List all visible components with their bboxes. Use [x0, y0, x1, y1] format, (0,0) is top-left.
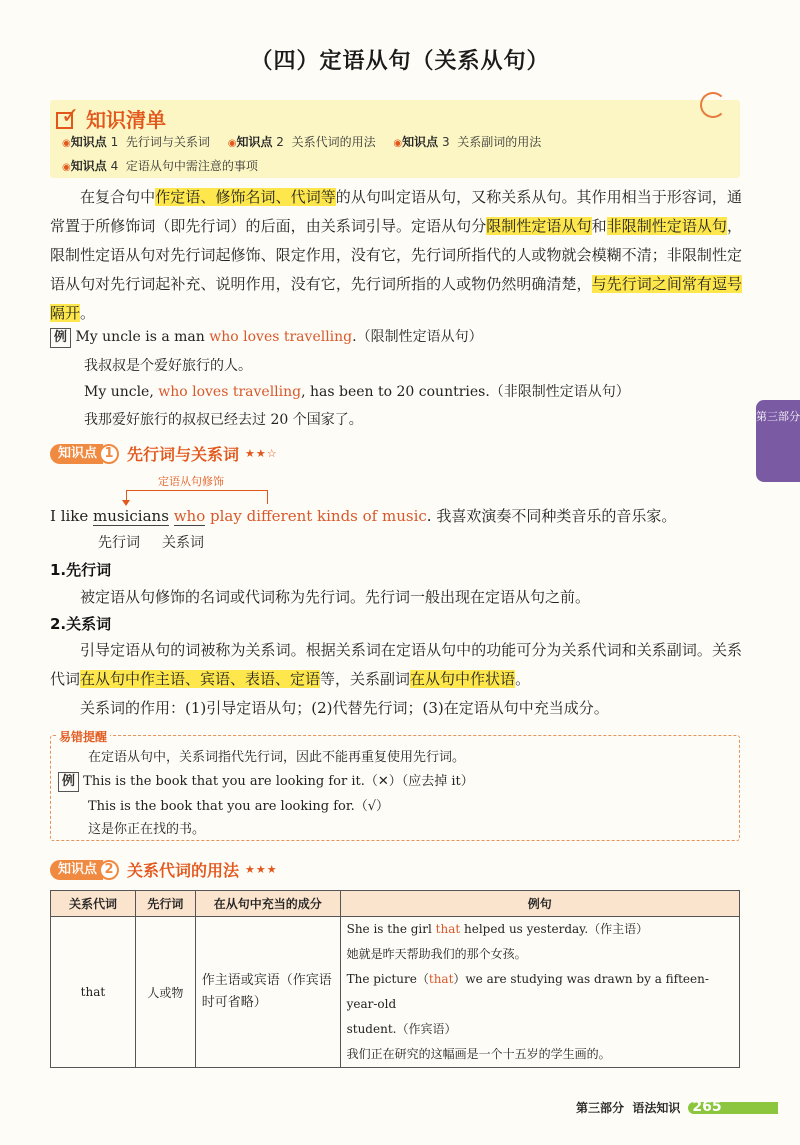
table-header: 例句: [340, 891, 739, 917]
page-footer: [576, 1099, 778, 1116]
kp-pill: 知识点: [50, 444, 103, 464]
checkbox-icon: ✓: [56, 108, 82, 130]
label-antecedent: 先行词: [98, 535, 140, 551]
kp-title: 关系代词的用法: [127, 861, 240, 880]
example-tag: 例: [58, 772, 79, 792]
antecedent-definition: 被定语从句修饰的名词或代词称为先行词。先行词一般出现在定语从句之前。: [80, 588, 591, 606]
example1-line4: 我那爱好旅行的叔叔已经去过 20 个国家了。: [84, 412, 363, 428]
relative-word: who: [173, 507, 206, 525]
label-relative: 关系词: [162, 535, 204, 551]
bracket-line: [126, 490, 268, 504]
example-line: The picture（that）we are studying was drawn by a fifteen-year-old: [346, 972, 709, 1011]
kp-title: 先行词与关系词: [127, 445, 240, 464]
table-header: 在从句中充当的成分: [195, 891, 340, 917]
knowledge-item[interactable]: ◉知识点 2 关系代词的用法: [227, 135, 376, 149]
example-line: 她就是昨天帮助我们的那个女孩。: [346, 947, 527, 961]
example-line: She is the girl that helped us yesterday.（作主语）: [346, 922, 649, 936]
kp1-example-sentence: I like musicians who play different kinds of music. 我喜欢演奏不同种类音乐的音乐家。: [50, 507, 677, 525]
kp1-heading: [50, 442, 278, 465]
tip-line4: 这是你正在找的书。: [88, 822, 206, 837]
relative-pronoun-table: [50, 890, 740, 1068]
bullet-icon: ◉: [62, 138, 71, 149]
table-cell-antecedent: 人或物: [135, 917, 195, 1068]
example-line: 我们正在研究的这幅画是一个十五岁的学生画的。: [346, 1047, 611, 1061]
subheading-antecedent: 1.先行词: [50, 561, 112, 579]
table-cell-examples: [340, 917, 739, 1068]
footer-section: 第三部分: [576, 1101, 625, 1115]
footer-subject: 语法知识: [632, 1101, 681, 1115]
kp-number: 2: [99, 860, 119, 880]
antecedent-word: musicians: [93, 507, 169, 525]
kp-number: 1: [99, 444, 119, 464]
star-rating-icon: ★★☆: [245, 447, 278, 460]
knowledge-item[interactable]: ◉知识点 1 先行词与关系词: [62, 135, 210, 149]
tip-line2: 例 This is the book that you are looking for it.（✕）（应去掉 it）: [58, 770, 474, 792]
knowledge-item[interactable]: ◉知识点 3 关系副词的用法: [393, 135, 542, 149]
kp2-heading: [50, 858, 278, 881]
tip-label: 易错提醒: [56, 728, 110, 745]
page-number-bar: [688, 1098, 778, 1115]
page-title: （四）定语从句（关系从句）: [250, 49, 550, 74]
bullet-icon: ◉: [227, 138, 237, 149]
knowledge-list-row-1: [62, 133, 555, 150]
bullet-icon: ◉: [62, 162, 71, 173]
table-header: 关系代词: [51, 891, 136, 917]
example1-line1: 例 My uncle is a man who loves travelling.（限制性定语从句）: [50, 326, 483, 348]
table-cell-pronoun: that: [51, 917, 136, 1068]
star-rating-icon: ★★★: [245, 863, 278, 876]
page-number: 265: [692, 1098, 722, 1115]
bracket-label: 定语从句修饰: [158, 475, 224, 488]
swirl-icon: [700, 92, 726, 118]
example-tag: 例: [50, 328, 71, 348]
knowledge-list-row-2: [62, 157, 272, 174]
table-row: [51, 917, 740, 1068]
bullet-icon: ◉: [393, 138, 403, 149]
intro-paragraph: 在复合句中作定语、修饰名词、代词等的从句叫定语从句，又称关系从句。其作用相当于形容词，通常置于所修饰词（即先行词）的后面，由关系词引导。定语从句分限制性定语从句和非限制性定语从句，限制性定语从句对先行词起修饰、限定作用，没有它，先行词所指代的人或物就会模糊不清；非限制性定语从句对先行词起补充、说明作用，没有它，先行词所指的人或物仍然明确清楚，与先行词之间常有逗号隔开。: [50, 188, 742, 322]
subheading-relative: 2.关系词: [50, 615, 112, 633]
knowledge-list-title: 知识清单: [86, 108, 166, 132]
relative-function: 关系词的作用：(1)引导定语从句；(2)代替先行词；(3)在定语从句中充当成分。: [80, 699, 609, 717]
example1-line3: My uncle, who loves travelling, has been to 20 countries.（非限制性定语从句）: [84, 384, 630, 400]
tip-line3: This is the book that you are looking for.（√）: [88, 799, 390, 814]
table-cell-role: 作主语或宾语（作宾语时可省略）: [195, 917, 340, 1068]
example1-line2: 我叔叔是个爱好旅行的人。: [84, 358, 252, 374]
relative-definition: 引导定语从句的词被称为关系词。根据关系词在定语从句中的功能可分为关系代词和关系副词。关系代词在从句中作主语、宾语、表语、定语等，关系副词在从句中作状语。: [50, 641, 742, 688]
knowledge-list-heading: [56, 104, 166, 133]
section-side-tab[interactable]: 第三部分: [756, 400, 800, 482]
table-header: 先行词: [135, 891, 195, 917]
tip-line1: 在定语从句中，关系词指代先行词，因此不能再重复使用先行词。: [88, 750, 466, 765]
knowledge-item[interactable]: ◉知识点 4 定语从句中需注意的事项: [62, 159, 258, 173]
example-line: student.（作宾语）: [346, 1022, 457, 1036]
kp-pill: 知识点: [50, 860, 103, 880]
table-header-row: [51, 891, 740, 917]
